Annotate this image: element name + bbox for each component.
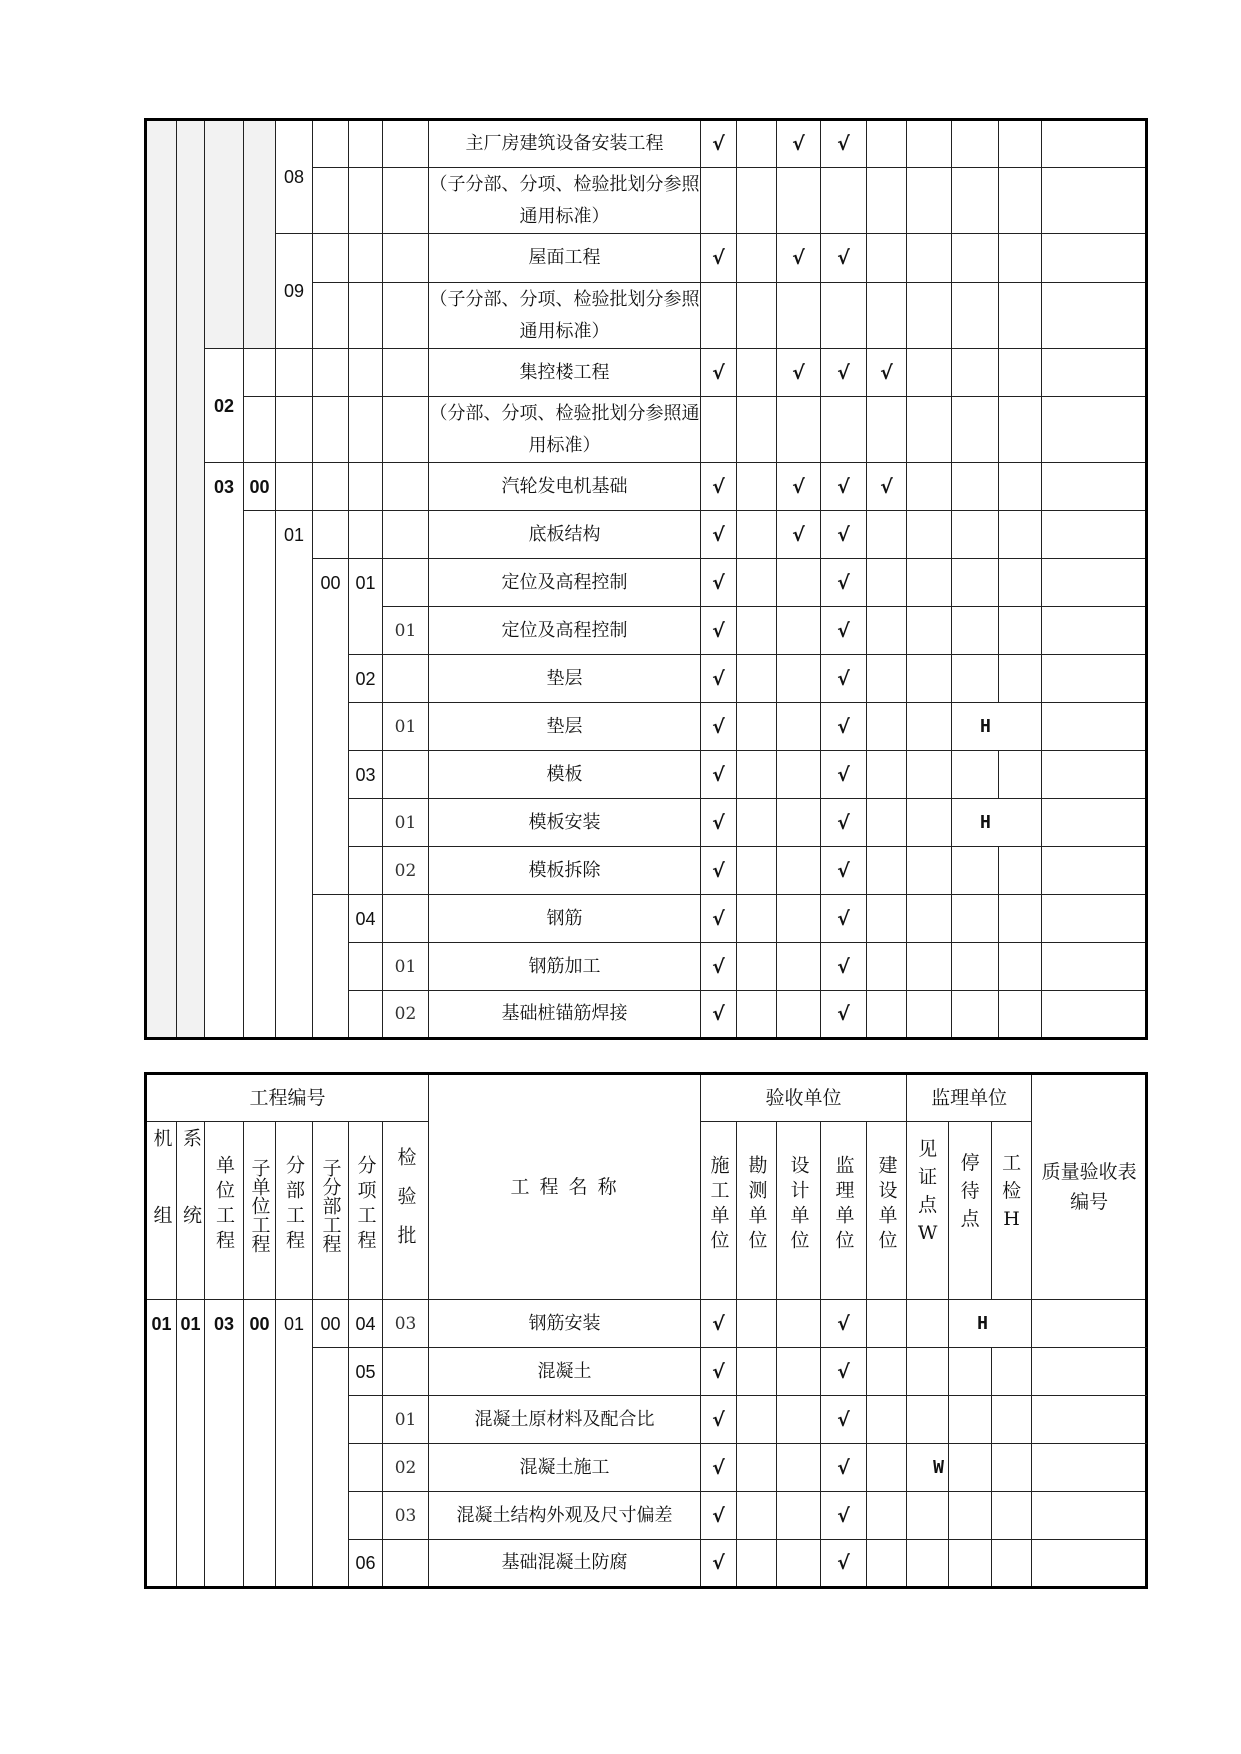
note-text: （分部、分项、检验批划分参照通用标准）: [429, 397, 701, 463]
check-survey: [737, 559, 777, 607]
column-header-unit-project: [205, 1122, 244, 1300]
check-supervision: √: [821, 991, 867, 1039]
check-construction: √: [701, 1492, 737, 1540]
check-design: √: [777, 463, 821, 511]
column-header-witness: 见 证 点 W: [907, 1122, 949, 1300]
project-name: 底板结构: [429, 511, 701, 559]
project-name: 模板: [429, 751, 701, 799]
check-supervision: √: [821, 1444, 867, 1492]
check-supervision: √: [821, 751, 867, 799]
unit-project-code: 03: [205, 1300, 244, 1588]
check-design: [777, 751, 821, 799]
check-design: √: [777, 511, 821, 559]
check-construction: √: [701, 559, 737, 607]
project-name: 模板拆除: [429, 847, 701, 895]
column-header-system: [177, 1122, 205, 1300]
column-header-unit: [146, 1122, 177, 1300]
check-design: √: [777, 349, 821, 397]
check-survey: [737, 1396, 777, 1444]
column-header-form-number: 质量验收表编号: [1032, 1074, 1147, 1300]
table-row: [146, 349, 1147, 397]
note-text: （子分部、分项、检验批划分参照通用标准）: [429, 168, 701, 234]
check-design: [777, 799, 821, 847]
header-text: 勘测单位: [745, 1155, 768, 1255]
check-owner: [867, 1300, 907, 1348]
note-text: （子分部、分项、检验批划分参照通用标准）: [429, 283, 701, 349]
check-survey: [737, 1492, 777, 1540]
check-design: [777, 1396, 821, 1444]
group-header-acceptance: 验收单位: [701, 1074, 907, 1122]
check-supervision: √: [821, 1300, 867, 1348]
project-name: 主厂房建筑设备安装工程: [429, 120, 701, 168]
inspection-point-marker: H: [952, 799, 1042, 847]
project-name: 定位及高程控制: [429, 559, 701, 607]
unit-project-code: 03: [205, 463, 244, 1039]
batch-code: 02: [383, 991, 429, 1039]
header-text: 检验批: [394, 1146, 417, 1264]
system-column: [177, 120, 205, 1039]
project-name: 钢筋安装: [429, 1300, 701, 1348]
project-name: 模板安装: [429, 799, 701, 847]
sub-division-code: 00: [313, 559, 349, 895]
check-supervision: √: [821, 120, 867, 168]
check-survey: [737, 703, 777, 751]
header-text: 施工单位: [707, 1155, 730, 1255]
column-header-survey: [737, 1122, 777, 1300]
check-design: [777, 1444, 821, 1492]
check-owner: [867, 1348, 907, 1396]
check-supervision: √: [821, 559, 867, 607]
batch-code: 01: [383, 703, 429, 751]
check-owner: [867, 943, 907, 991]
check-construction: √: [701, 349, 737, 397]
header-text: 建设单位: [875, 1155, 898, 1255]
group-header-supervision: 监理单位: [907, 1074, 1032, 1122]
check-design: [777, 1300, 821, 1348]
lower-acceptance-table: [144, 1072, 1148, 1589]
item-cell: [349, 120, 383, 168]
check-design: [777, 847, 821, 895]
item-code: 01: [349, 559, 383, 655]
project-name: 基础混凝土防腐: [429, 1540, 701, 1588]
project-name: 钢筋加工: [429, 943, 701, 991]
unit-project-code: 02: [205, 349, 244, 463]
table-row: [146, 397, 1147, 463]
batch-code: 03: [383, 1492, 429, 1540]
check-construction: √: [701, 1444, 737, 1492]
item-code: 04: [349, 1300, 383, 1348]
item-code: 03: [349, 751, 383, 799]
check-survey: [737, 120, 777, 168]
check-construction: √: [701, 703, 737, 751]
item-code: 02: [349, 655, 383, 703]
check-design: √: [777, 120, 821, 168]
check-survey: [737, 1300, 777, 1348]
table-row: [146, 120, 1147, 168]
column-header-item: [349, 1122, 383, 1300]
check-supervision: √: [821, 1540, 867, 1588]
check-supervision: √: [821, 847, 867, 895]
check-construction: √: [701, 1396, 737, 1444]
sub-unit-code: 00: [244, 1300, 276, 1588]
header-text: 设计单位: [787, 1155, 810, 1255]
column-header-division: [276, 1122, 313, 1300]
batch-code: 01: [383, 943, 429, 991]
check-supervision: √: [821, 349, 867, 397]
check-design: [777, 607, 821, 655]
check-survey: [737, 511, 777, 559]
check-owner: [867, 559, 907, 607]
item-code: 05: [349, 1348, 383, 1396]
check-owner: [867, 895, 907, 943]
check-survey: [737, 607, 777, 655]
sub-division-cell: [313, 895, 349, 1039]
division-code: 09: [276, 234, 313, 349]
check-supervision: √: [821, 234, 867, 283]
check-supervision: √: [821, 1492, 867, 1540]
system-code: 01: [177, 1300, 205, 1588]
check-construction: √: [701, 655, 737, 703]
batch-code: 03: [383, 1300, 429, 1348]
check-construction: √: [701, 511, 737, 559]
check-design: [777, 1348, 821, 1396]
division-code: 01: [276, 511, 313, 1039]
check-owner: [867, 655, 907, 703]
check-owner: [867, 511, 907, 559]
inspection-point-marker: H: [952, 703, 1042, 751]
check-construction: √: [701, 751, 737, 799]
column-header-name: 工 程 名 称: [429, 1074, 701, 1300]
header-text: 子单位工程: [248, 1157, 271, 1253]
header-text: 机组: [150, 1128, 173, 1282]
check-owner: [867, 703, 907, 751]
check-survey: [737, 349, 777, 397]
table-row: [146, 463, 1147, 511]
project-name: 混凝土: [429, 1348, 701, 1396]
check-survey: [737, 847, 777, 895]
check-design: [777, 943, 821, 991]
check-owner: √: [867, 463, 907, 511]
batch-code: 02: [383, 1444, 429, 1492]
check-survey: [737, 991, 777, 1039]
check-design: [777, 895, 821, 943]
check-owner: [867, 991, 907, 1039]
project-name: 钢筋: [429, 895, 701, 943]
check-supervision: √: [821, 703, 867, 751]
check-supervision: √: [821, 607, 867, 655]
check-construction: √: [701, 943, 737, 991]
check-owner: √: [867, 349, 907, 397]
check-design: [777, 559, 821, 607]
sub-unit-code: 00: [244, 463, 276, 511]
table-row: [146, 511, 1147, 559]
header-text: 监理单位: [832, 1155, 855, 1255]
check-construction: √: [701, 463, 737, 511]
check-owner: [867, 751, 907, 799]
check-supervision: √: [821, 895, 867, 943]
batch-code: 01: [383, 799, 429, 847]
group-header-code: 工程编号: [146, 1074, 429, 1122]
check-owner: [867, 1444, 907, 1492]
check-construction: √: [701, 234, 737, 283]
batch-code: 02: [383, 847, 429, 895]
check-supervision: √: [821, 463, 867, 511]
check-construction: √: [701, 607, 737, 655]
column-header-design: [777, 1122, 821, 1300]
check-survey: [737, 234, 777, 283]
table-row: [146, 234, 1147, 283]
project-name: 集控楼工程: [429, 349, 701, 397]
check-owner: [867, 1396, 907, 1444]
project-name: 垫层: [429, 655, 701, 703]
check-supervision: √: [821, 1348, 867, 1396]
check-construction: √: [701, 1348, 737, 1396]
header-text: 分项工程: [354, 1155, 377, 1255]
header-text: 单位工程: [213, 1155, 235, 1255]
table-row: [146, 1300, 1147, 1348]
check-design: √: [777, 234, 821, 283]
check-owner: [867, 120, 907, 168]
check-supervision: √: [821, 655, 867, 703]
header-text: 子分部工程: [319, 1157, 342, 1253]
check-owner: [867, 607, 907, 655]
check-survey: [737, 751, 777, 799]
project-name: 混凝土施工: [429, 1444, 701, 1492]
check-construction: √: [701, 1300, 737, 1348]
project-name: 混凝土原材料及配合比: [429, 1396, 701, 1444]
check-design: [777, 1540, 821, 1588]
sub-division-code: 00: [313, 1300, 349, 1348]
project-name: 混凝土结构外观及尺寸偏差: [429, 1492, 701, 1540]
unit-code: 01: [146, 1300, 177, 1588]
witness-point-marker: W: [907, 1444, 949, 1492]
check-construction: √: [701, 799, 737, 847]
check-supervision: √: [821, 1396, 867, 1444]
column-header-inspect: 工 检 H: [992, 1122, 1032, 1300]
sub-division-cell: [313, 1348, 349, 1588]
check-owner: [867, 234, 907, 283]
check-survey: [737, 1444, 777, 1492]
project-name: 基础桩锚筋焊接: [429, 991, 701, 1039]
batch-code: 01: [383, 607, 429, 655]
check-survey: [737, 895, 777, 943]
unit-project-cell: [205, 120, 244, 349]
batch-code: 01: [383, 1396, 429, 1444]
check-owner: [867, 1540, 907, 1588]
column-header-owner: [867, 1122, 907, 1300]
column-header-supervision: [821, 1122, 867, 1300]
item-code: 06: [349, 1540, 383, 1588]
check-survey: [737, 655, 777, 703]
header-text: 系统: [180, 1128, 202, 1282]
check-supervision: √: [821, 799, 867, 847]
project-name: 垫层: [429, 703, 701, 751]
project-name: 汽轮发电机基础: [429, 463, 701, 511]
item-code: 04: [349, 895, 383, 943]
check-survey: [737, 463, 777, 511]
inspection-point-marker: H: [949, 1300, 1032, 1348]
header-text: 分部工程: [283, 1155, 305, 1255]
division-code: 01: [276, 1300, 313, 1588]
check-design: [777, 991, 821, 1039]
header-row: [146, 1074, 1147, 1122]
check-survey: [737, 1540, 777, 1588]
check-owner: [867, 847, 907, 895]
project-name: 屋面工程: [429, 234, 701, 283]
check-construction: √: [701, 120, 737, 168]
sub-unit-cell: [244, 120, 276, 349]
unit-column: [146, 120, 177, 1039]
check-owner: [867, 799, 907, 847]
check-design: [777, 1492, 821, 1540]
check-supervision: √: [821, 943, 867, 991]
batch-cell: [383, 120, 429, 168]
check-survey: [737, 799, 777, 847]
check-supervision: √: [821, 511, 867, 559]
check-design: [777, 703, 821, 751]
column-header-hold: 停 待 点: [949, 1122, 992, 1300]
check-survey: [737, 1348, 777, 1396]
column-header-construction: [701, 1122, 737, 1300]
sub-division-cell: [313, 120, 349, 168]
check-construction: √: [701, 1540, 737, 1588]
upper-acceptance-table: [144, 118, 1148, 1040]
check-owner: [867, 1492, 907, 1540]
check-construction: √: [701, 895, 737, 943]
check-design: [777, 655, 821, 703]
check-survey: [737, 943, 777, 991]
check-construction: √: [701, 991, 737, 1039]
check-construction: √: [701, 847, 737, 895]
column-header-sub-division: [313, 1122, 349, 1300]
project-name: 定位及高程控制: [429, 607, 701, 655]
column-header-sub-unit: [244, 1122, 276, 1300]
sub-unit-cell: [244, 511, 276, 1039]
division-code: 08: [276, 120, 313, 234]
column-header-batch: [383, 1122, 429, 1300]
